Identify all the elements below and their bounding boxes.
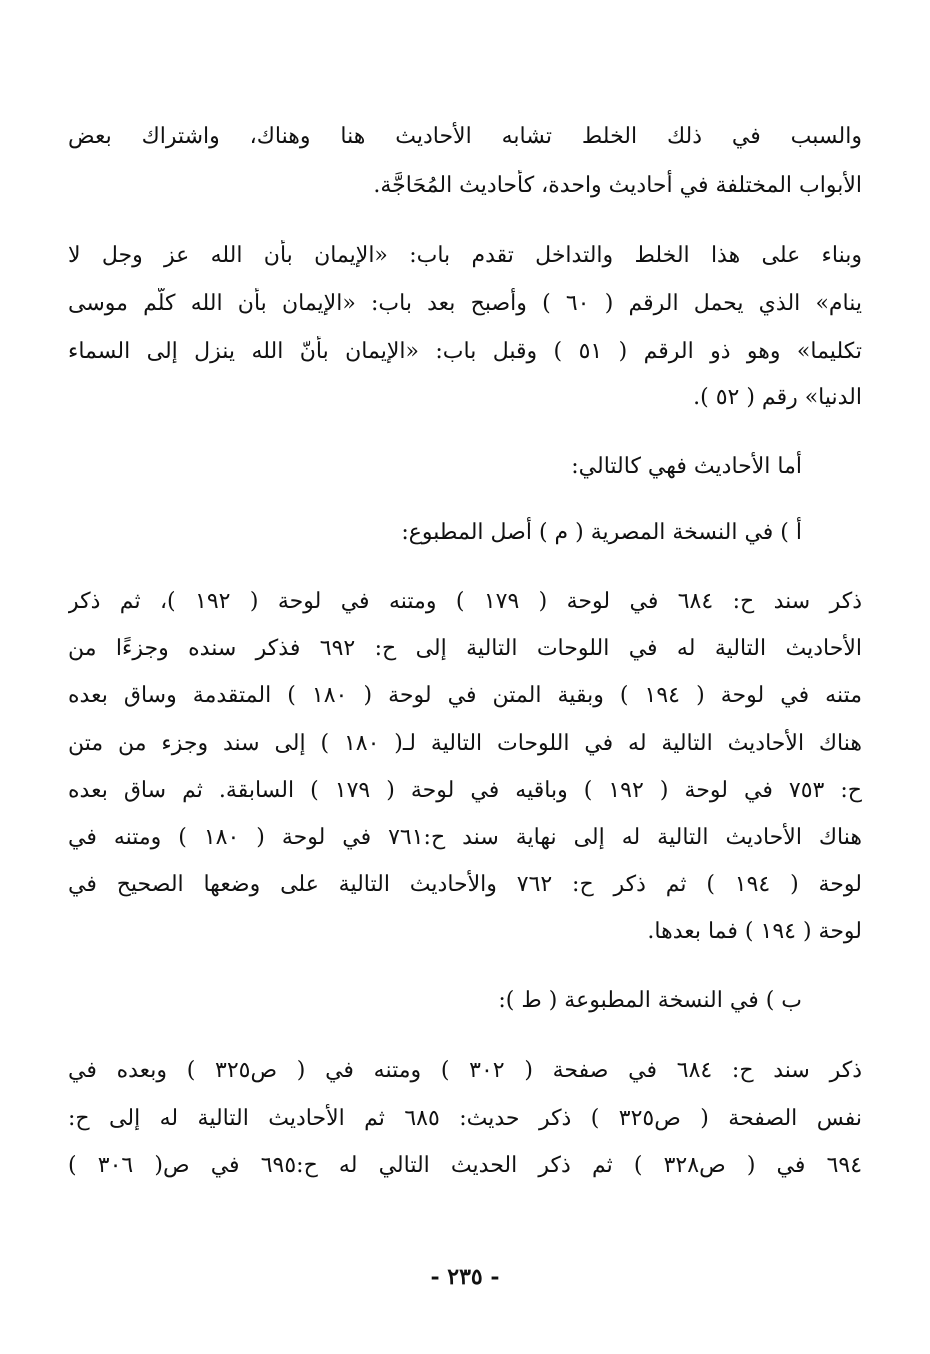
paragraph-6-line-1: ب ) في النسخة المطبوعة ( ط ): [498, 988, 802, 1013]
page-number: - ٢٣٥ - [430, 1264, 500, 1290]
paragraph-7-line-3: ٦٩٤ في ( ص٣٢٨ ) ثم ذكر الحديث التالي له ح:٦٩٥ في ص( ٣٠٦ ) [68, 1153, 862, 1178]
paragraph-1-line-1: والسبب في ذلك الخلط تشابه الأحاديث هنا وهناك، واشتراك بعض [68, 124, 862, 149]
paragraph-5-line-5: ح: ٧٥٣ في لوحة ( ١٩٢ ) وباقيه في لوحة ( ١٧٩ ) السابقة. ثم ساق بعده [68, 778, 862, 803]
paragraph-2-line-4: الدنيا» رقم ( ٥٢ ). [693, 385, 862, 410]
paragraph-5-line-7: لوحة ( ١٩٤ ) ثم ذكر ح: ٧٦٢ والأحاديث التالية على وضعها الصحيح في [68, 872, 862, 897]
paragraph-2-line-1: وبناء على هذا الخلط والتداخل تقدم باب: «الإيمان بأن الله عز وجل لا [68, 243, 862, 268]
paragraph-5-line-2: الأحاديث التالية له في اللوحات التالية إلى ح: ٦٩٢ فذكر سنده وجزءًا من [68, 636, 862, 661]
paragraph-5-line-3: متنه في لوحة ( ١٩٤ ) وبقية المتن في لوحة ( ١٨٠ ) المتقدمة وساق بعده [68, 683, 862, 708]
paragraph-2-line-2: ينام» الذي يحمل الرقم ( ٦٠ ) وأصبح بعد باب: «الإيمان بأن الله كلّم موسى [68, 291, 862, 316]
paragraph-5-line-4: هناك الأحاديث التالية له في اللوحات التالية لـ( ١٨٠ ) إلى سند وجزء من متن [68, 731, 862, 756]
paragraph-3-line-1: أما الأحاديث فهي كالتالي: [571, 454, 802, 479]
paragraph-7-line-1: ذكر سند ح: ٦٨٤ في صفحة ( ٣٠٢ ) ومتنه في ( ص٣٢٥ ) وبعده في [68, 1058, 862, 1083]
paragraph-5-line-1: ذكر سند ح: ٦٨٤ في لوحة ( ١٧٩ ) ومتنه في لوحة ( ١٩٢ )، ثم ذكر [68, 589, 862, 614]
paragraph-5-line-8: لوحة ( ١٩٤ ) فما بعدها. [647, 919, 862, 944]
paragraph-4-line-1: أ ) في النسخة المصرية ( م ) أصل المطبوع: [401, 520, 802, 545]
paragraph-7-line-2: نفس الصفحة ( ص٣٢٥ ) ذكر حديث: ٦٨٥ ثم الأحاديث التالية له إلى ح: [68, 1106, 862, 1131]
paragraph-2-line-3: تكليما» وهو ذو الرقم ( ٥١ ) وقبل باب: «الإيمان بأنّ الله ينزل إلى السماء [68, 339, 862, 364]
paragraph-5-line-6: هناك الأحاديث التالية له إلى نهاية سند ح:٧٦١ في لوحة ( ١٨٠ ) ومتنه في [68, 825, 862, 850]
paragraph-1-line-2: الأبواب المختلفة في أحاديث واحدة، كأحاديث المُحَاجَّة. [373, 173, 862, 198]
